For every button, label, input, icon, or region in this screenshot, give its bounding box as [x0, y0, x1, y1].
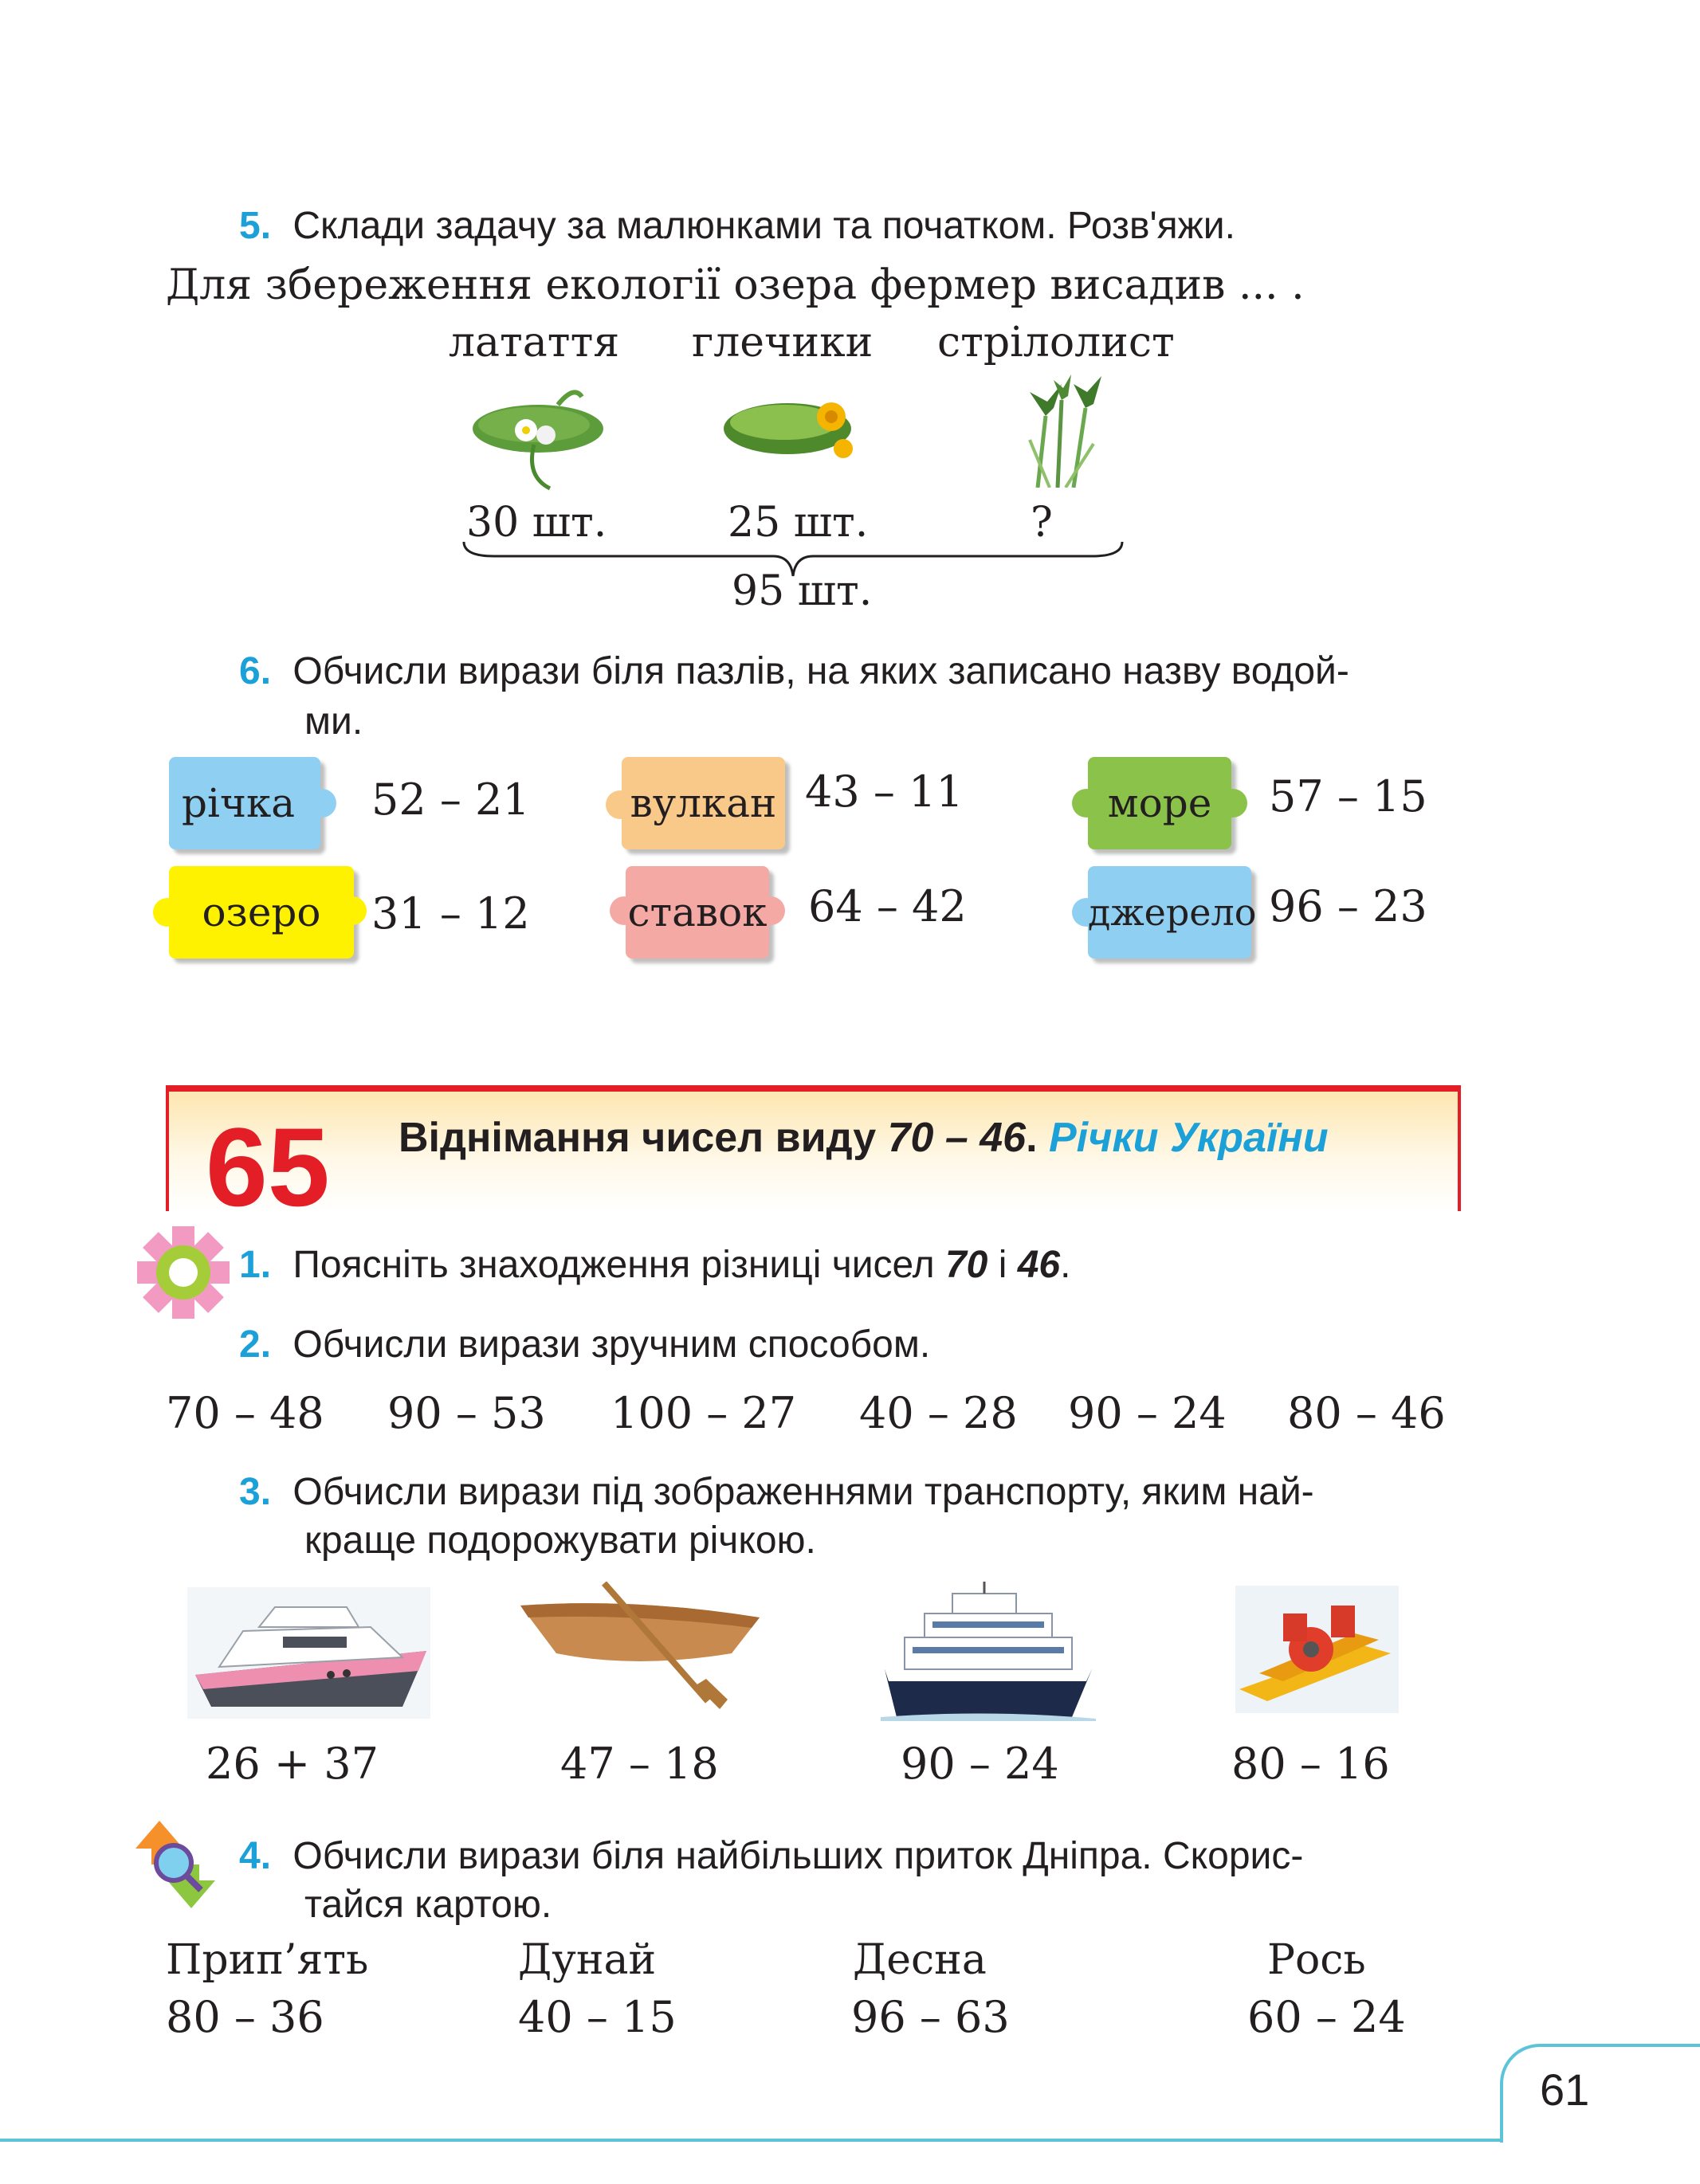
- lesson-topic: Річки України: [1049, 1115, 1329, 1161]
- puzzle-dzherelo[interactable]: [1088, 866, 1257, 959]
- puzzle-expression: 31 – 12: [371, 888, 530, 939]
- river-name: Дунай: [518, 1936, 657, 1984]
- page-number-tab: [1500, 2044, 1700, 2143]
- puzzle-expression: 57 – 15: [1269, 771, 1427, 821]
- yacht-icon: [187, 1587, 430, 1723]
- task1-number: 1.: [239, 1244, 272, 1286]
- river-name: Прип’ять: [166, 1936, 369, 1984]
- puzzle-more[interactable]: [1088, 757, 1231, 849]
- puzzle-stavok[interactable]: [626, 866, 769, 959]
- task2-number: 2.: [239, 1323, 272, 1366]
- puzzle-ozero[interactable]: [169, 866, 354, 959]
- task5-number: 5.: [239, 205, 272, 247]
- task6-text-line2: ми.: [304, 700, 363, 743]
- task5-problem-start: Для збереження екології озера фермер висадив ... .: [166, 261, 1305, 309]
- puzzle-expression: 96 – 23: [1269, 881, 1427, 931]
- puzzle-label: вулкан: [630, 780, 777, 826]
- task4-text-line1: Обчисли вирази біля найбільших приток Дніпра. Скорис-: [292, 1835, 1304, 1877]
- arrowhead-plant-icon: [1014, 368, 1109, 492]
- vehicle-expression: 80 – 16: [1231, 1739, 1390, 1789]
- task6-heading-line1: [239, 649, 1349, 693]
- task1-period: .: [1060, 1244, 1071, 1286]
- task5-heading: [239, 204, 1235, 248]
- task2-expression: 90 – 24: [1068, 1388, 1227, 1438]
- task1-number-b: 46: [1017, 1244, 1061, 1286]
- plant-count-3: ?: [1031, 499, 1053, 547]
- vehicle-expression: 90 – 24: [901, 1739, 1059, 1789]
- footer-line: [0, 2139, 1700, 2142]
- lesson-title-expression: 70 – 46: [887, 1115, 1027, 1161]
- task6-text-line1: Обчисли вирази біля пазлів, на яких записано назву водой-: [292, 650, 1349, 692]
- task4-number: 4.: [239, 1835, 272, 1877]
- puzzle-label: джерело: [1088, 891, 1257, 934]
- river-expression: 96 – 63: [851, 1992, 1010, 2042]
- task1-conj: і: [987, 1244, 1018, 1286]
- puzzle-label: ставок: [627, 889, 768, 935]
- vehicle-expression: 47 – 18: [560, 1739, 719, 1789]
- task1-text: Поясніть знаходження різниці чисел: [292, 1244, 945, 1286]
- lesson-title-text: Віднімання чисел виду: [398, 1115, 888, 1161]
- cruise-ship-icon: [881, 1582, 1096, 1725]
- task2-heading: [239, 1323, 930, 1366]
- river-name: Рось: [1267, 1936, 1366, 1984]
- task3-heading-line1: [239, 1470, 1314, 1514]
- river-expression: 60 – 24: [1247, 1992, 1406, 2042]
- puzzle-label: озеро: [202, 889, 321, 935]
- task3-number: 3.: [239, 1471, 272, 1513]
- plant-count-2: 25 шт.: [728, 499, 869, 547]
- plant-name-2: глечики: [692, 319, 874, 367]
- river-expression: 40 – 15: [518, 1992, 677, 2042]
- task2-expression: 40 – 28: [859, 1388, 1018, 1438]
- task4-text-line2: тайся картою.: [304, 1884, 552, 1926]
- plant-name-3: стрілолист: [937, 319, 1175, 367]
- puzzle-label: море: [1107, 780, 1212, 826]
- puzzle-expression: 52 – 21: [371, 774, 530, 825]
- page-number: 61: [1540, 2064, 1590, 2115]
- task5-text: Склади задачу за малюнками та початком. Розв'яжи.: [292, 205, 1235, 247]
- puzzle-vulkan[interactable]: [622, 757, 785, 849]
- task3-text-line1: Обчисли вирази під зображеннями транспорту, яким най-: [292, 1471, 1314, 1513]
- lesson-number: 65: [206, 1104, 330, 1229]
- pedal-boat-icon: [1235, 1586, 1399, 1717]
- task2-expression: 70 – 48: [166, 1388, 324, 1438]
- task2-expression: 80 – 46: [1287, 1388, 1446, 1438]
- vehicle-expression: 26 + 37: [206, 1739, 379, 1789]
- plant-count-1: 30 шт.: [466, 499, 607, 547]
- flower-icon: [134, 1223, 233, 1326]
- water-lily-icon: [470, 381, 614, 496]
- map-search-icon: [128, 1817, 223, 1916]
- task2-text: Обчисли вирази зручним способом.: [292, 1323, 931, 1366]
- lesson-title: [398, 1114, 1329, 1162]
- task2-expression: 90 – 53: [387, 1388, 546, 1438]
- puzzle-label: річка: [182, 780, 296, 826]
- river-name: Десна: [853, 1936, 987, 1984]
- plant-total: 95 шт.: [732, 567, 873, 615]
- plant-name-1: латаття: [449, 319, 620, 367]
- puzzle-expression: 64 – 42: [808, 881, 967, 931]
- yellow-pond-lily-icon: [724, 381, 867, 488]
- lesson-title-dot: .: [1026, 1115, 1049, 1161]
- task3-text-line2: краще подорожувати річкою.: [304, 1519, 816, 1562]
- puzzle-expression: 43 – 11: [805, 767, 964, 817]
- task1-heading: [239, 1243, 1070, 1287]
- task2-expression: 100 – 27: [611, 1388, 797, 1438]
- task4-heading-line1: [239, 1834, 1303, 1878]
- task6-number: 6.: [239, 650, 272, 692]
- puzzle-richka[interactable]: [169, 757, 320, 849]
- task1-number-a: 70: [944, 1244, 988, 1286]
- rowboat-icon: [516, 1582, 764, 1713]
- river-expression: 80 – 36: [166, 1992, 324, 2042]
